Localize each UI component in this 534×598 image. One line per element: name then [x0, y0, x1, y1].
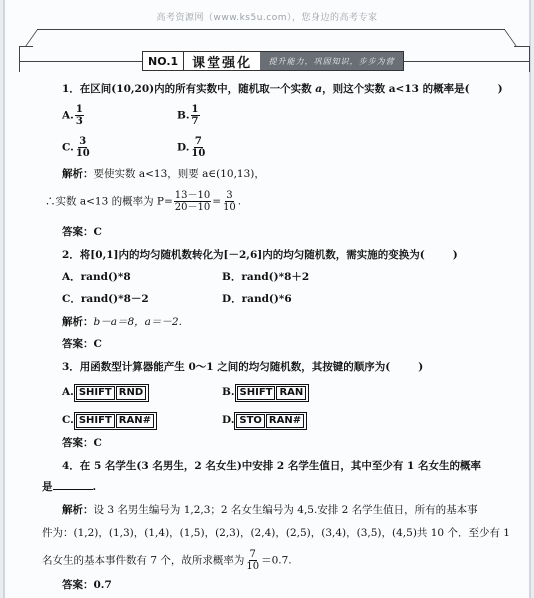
q1-paren-close: ) — [497, 83, 503, 95]
q4-stem-cont — [42, 480, 96, 494]
q1-stem-part-a: 1．在区间(10,20)内的所有实数中，随机取一个实数 — [62, 83, 312, 95]
q1-option-d — [177, 136, 207, 159]
q1-option-a-label: A. — [62, 109, 74, 122]
q1-solution-prob-label: ∴实数 a<13 的概率为 P= — [45, 195, 173, 208]
q2-option-c: C．rand()*8－2 — [62, 293, 149, 305]
q1-solution-den: 20－10 — [174, 202, 211, 213]
q2-solution-text: b－a＝8，a＝－2. — [93, 316, 182, 328]
sto-key: STO — [236, 414, 265, 428]
q1-option-d-fraction — [190, 136, 206, 159]
q2-paren-close: ) — [452, 249, 458, 261]
q2-solution — [62, 315, 182, 329]
q3-option-b-keys — [235, 384, 310, 402]
q1-option-d-label: D. — [177, 141, 190, 154]
q4-stem: 4．在 5 名学生(3 名男生，2 名女生)中安排 2 名学生值日，其中至少有 1 名女生的概率 — [62, 460, 482, 472]
banner-slogan: 提升能力，巩固知识，步步为营 — [260, 52, 403, 70]
q3-paren-close: ) — [418, 361, 424, 373]
q1-solution-fraction — [174, 190, 211, 213]
q4-solution-label: 解析： — [62, 504, 94, 516]
q1-option-c — [62, 136, 92, 159]
q1-option-b — [177, 104, 201, 127]
q4-solution-text3: 名女生的基本事件数有 7 个，故所求概率为 — [42, 554, 245, 567]
q1-stem — [62, 82, 503, 96]
document-page — [3, 0, 531, 598]
q1-option-d-den: 10 — [191, 148, 206, 159]
q3-answer: 答案：C — [62, 437, 102, 449]
q3-option-c-keys — [74, 412, 157, 430]
q1-option-c-fraction — [75, 136, 91, 159]
q1-option-a-den: 3 — [75, 116, 83, 127]
q1-solution-result-num: 3 — [226, 190, 233, 201]
frame-mid-line-right — [404, 61, 530, 62]
q3-option-d — [222, 412, 307, 430]
q1-stem-part-c: a<13 的概率是( — [388, 83, 470, 95]
frame-top-line — [37, 29, 505, 30]
q1-solution-label: 解析： — [62, 168, 94, 180]
q1-option-b-fraction — [191, 104, 200, 127]
q3-option-a — [62, 384, 149, 402]
q1-option-a-num: 1 — [75, 104, 83, 115]
banner-number: NO.1 — [143, 52, 184, 70]
q4-solution-text1: 设 3 名男生编号为 1,2,3；2 名女生编号为 4,5.安排 2 名学生值日，所有的基本事 — [93, 504, 478, 516]
q3-option-b-label: B. — [222, 386, 235, 398]
q2-option-d: D．rand()*6 — [222, 293, 292, 305]
section-banner — [142, 51, 404, 71]
q4-answer-blank — [53, 489, 93, 490]
frame-diag-right — [504, 29, 518, 47]
frame-left-line — [19, 46, 20, 72]
banner-title: 课堂强化 — [192, 55, 253, 71]
q2-stem-text: 2．将[0,1]内的均匀随机数转化为[－2,6]内的均匀随机数，需实施的变换为( — [62, 249, 425, 261]
q1-option-a — [62, 104, 85, 127]
q1-var-a: a — [315, 83, 323, 95]
ran-key: RAN — [276, 386, 306, 400]
q2-solution-label: 解析： — [62, 316, 94, 328]
q1-option-d-num: 7 — [194, 136, 202, 147]
frame-top-right-line — [514, 46, 530, 47]
q1-option-b-den: 7 — [191, 116, 199, 127]
q4-answer: 答案：0.7 — [62, 579, 112, 591]
q1-solution-num: 13－10 — [174, 190, 211, 201]
q1-option-c-den: 10 — [75, 148, 90, 159]
ran-hash-key: RAN# — [116, 414, 154, 428]
frame-right-line — [529, 46, 530, 72]
q4-solution-line3 — [42, 549, 292, 572]
q1-solution-line2 — [45, 190, 241, 213]
q1-solution-result-den: 10 — [223, 202, 236, 213]
q3-option-b — [222, 384, 309, 402]
frame-mid-line-left — [19, 61, 142, 62]
q1-solution-equals: = — [212, 195, 222, 208]
q4-solution-num: 7 — [249, 549, 256, 560]
q1-answer: 答案：C — [62, 226, 102, 238]
q3-option-a-label: A. — [62, 386, 74, 398]
shift-key: SHIFT — [76, 414, 115, 428]
q1-option-c-num: 3 — [79, 136, 87, 147]
q3-option-d-label: D. — [222, 414, 235, 426]
q3-stem-text: 3．用函数型计算器能产生 0～1 之间的均匀随机数，其按键的顺序为( — [62, 361, 391, 373]
q1-solution-result-fraction — [222, 190, 237, 213]
q1-option-b-label: B. — [177, 109, 190, 122]
frame-diag-left — [25, 29, 39, 47]
q3-option-c-label: C. — [62, 414, 74, 426]
ran-hash-key: RAN# — [266, 414, 304, 428]
q1-solution-period: . — [237, 195, 242, 208]
q3-option-d-keys — [234, 412, 307, 430]
watermark-text: 高考资源网（www.ks5u.com），您身边的高考专家 — [156, 13, 378, 23]
q4-solution-den: 10 — [246, 561, 260, 572]
q1-option-b-num: 1 — [191, 104, 199, 115]
q3-option-a-keys — [74, 384, 149, 402]
shift-key: SHIFT — [237, 386, 276, 400]
q2-option-b: B．rand()*8＋2 — [222, 271, 310, 283]
q4-solution-line1 — [62, 503, 478, 517]
q4-stem-period: . — [92, 481, 97, 493]
q3-stem — [62, 360, 423, 374]
q2-answer: 答案：C — [62, 338, 102, 350]
q4-solution-result: ＝0.7. — [261, 554, 292, 567]
q1-stem-part-b: ，则这个实数 — [322, 83, 386, 95]
q1-option-a-fraction — [75, 104, 84, 127]
q4-solution-line2: 件为：(1,2)，(1,3)，(1,4)，(1,5)，(2,3)，(2,4)，(2,5)，(3,4)，(3,5)，(4,5)共 10 个．至少有 1 — [42, 527, 510, 539]
q1-option-c-label: C. — [62, 141, 74, 154]
q1-solution-text: 要使实数 a<13，则要 a∈(10,13)， — [93, 168, 265, 180]
shift-key: SHIFT — [76, 386, 115, 400]
q2-stem — [62, 248, 458, 262]
q2-option-a: A．rand()*8 — [62, 271, 131, 283]
q3-option-c — [62, 412, 157, 430]
q4-stem-cont-text: 是 — [42, 481, 53, 493]
q1-solution — [62, 167, 265, 181]
q4-solution-fraction — [245, 549, 260, 572]
rnd-key: RND — [116, 386, 146, 400]
